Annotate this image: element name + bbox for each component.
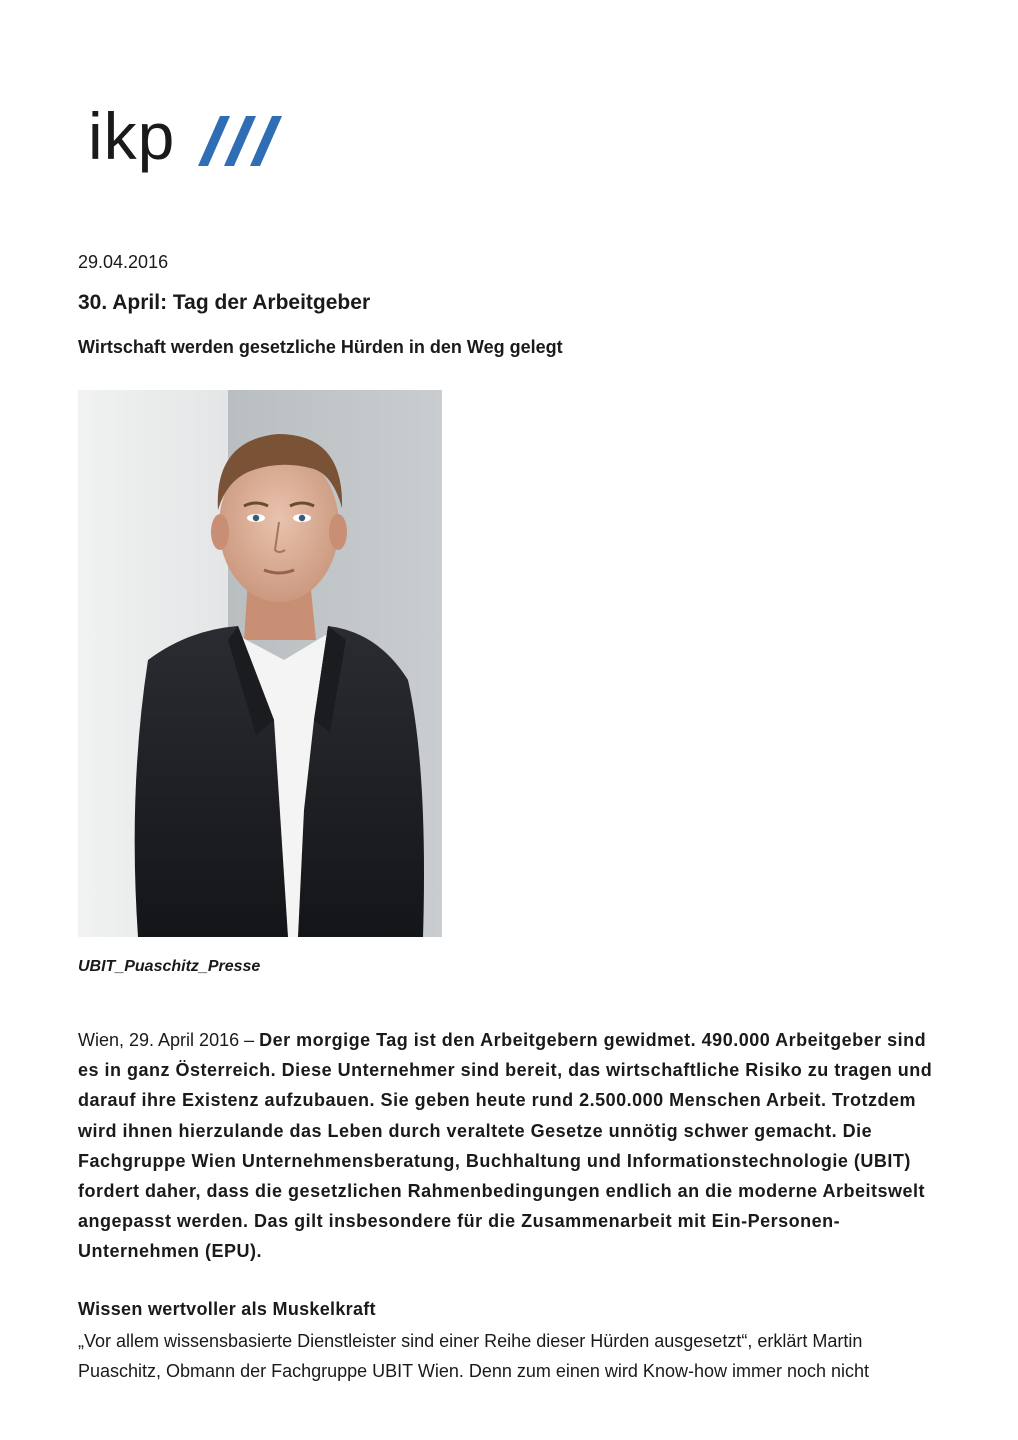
- ikp-logo: [88, 90, 292, 182]
- portrait-photo: [78, 390, 442, 937]
- lead-prefix: Wien, 29. April 2016 –: [78, 1030, 260, 1050]
- logo-text: ikp: [88, 99, 176, 173]
- lead-paragraph: [78, 1025, 948, 1267]
- article-date: 29.04.2016: [78, 252, 169, 272]
- article-title: 30. April: Tag der Arbeitgeber: [78, 291, 371, 314]
- lead-text: Der morgige Tag ist den Arbeitgebern gewidmet. 490.000 Arbeitgeber sind es in ganz Österreich. Diese Unternehmer sind bereit, das wirtschaftliche Risiko zu tragen und darauf ihre Existenz aufzubauen. Sie geben heute rund 2.500.000 Menschen Arbeit. Trotzdem wird ihnen hierzulande das Leben durch veraltete Gesetze unnötig schwer gemacht. Die Fachgruppe Wien Unternehmensberatung, Buchhaltung und Informationstechnologie (UBIT) fordert daher, dass die gesetzlichen Rahmenbedingungen endlich an die moderne Arbeitswelt angepasst werden. Das gilt insbesondere für die Zusammenarbeit mit Ein-Personen-Unternehmen (EPU).: [78, 1030, 933, 1262]
- article-subtitle: Wirtschaft werden gesetzliche Hürden in den Weg gelegt: [78, 337, 563, 357]
- section-heading: Wissen wertvoller als Muskelkraft: [78, 1299, 376, 1319]
- section-body: „Vor allem wissensbasierte Dienstleister sind einer Reihe dieser Hürden ausgesetzt“, erklärt Martin Puaschitz, Obmann der Fachgruppe UBIT Wien. Denn zum einen wird Know-how immer noch nicht: [78, 1331, 870, 1382]
- image-caption: UBIT_Puaschitz_Presse: [78, 958, 261, 975]
- slashes-logo-icon: [198, 116, 284, 166]
- portrait-illustration: [78, 390, 442, 937]
